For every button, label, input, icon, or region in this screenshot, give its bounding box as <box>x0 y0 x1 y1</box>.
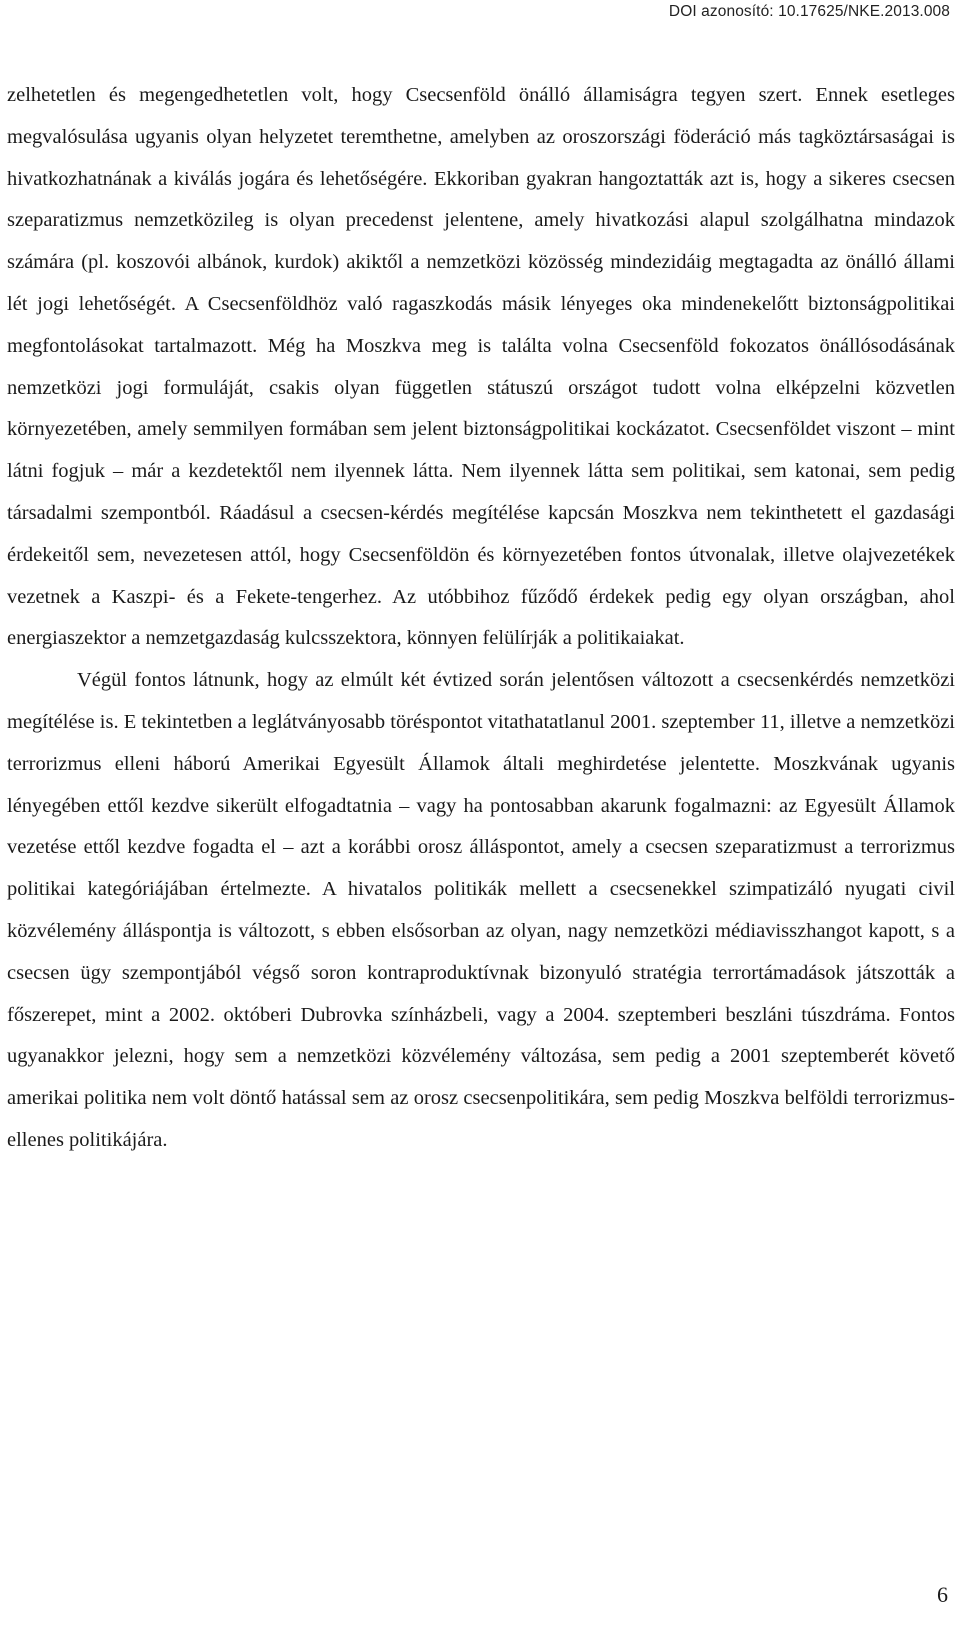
paragraph-2: Végül fontos látnunk, hogy az elmúlt két évtized során jelentősen változott a csecsenkérdés nemzetközi megítélése is. E tekintetben a leglátványosabb töréspontot vitathatatlanul 2001. szeptember 11, illetve a nemzetközi terrorizmus elleni háború Amerikai Egyesült Államok általi meghirdetése jelentette. Moszkvának ugyanis lényegében ettől kezdve sikerült elfogadtatnia – vagy ha pontosabban akarunk fogalmazni: az Egyesült Államok vezetése ettől kezdve fogadta el – azt a korábbi orosz álláspontot, amely a csecsen szeparatizmust a terrorizmus politikai kategóriájában értelmezte. A hivatalos politikák mellett a csecsenekkel szimpatizáló nyugati civil közvélemény álláspontja is változott, s ebben elsősorban az olyan, nagy nemzetközi médiavisszhangot kapott, s a csecsen ügy szempontjából végső soron kontraproduktívnak bizonyuló stratégia terrortámadások játszották a főszerepet, mint a 2002. októberi Dubrovka színházbeli, vagy a 2004. szeptemberi beszláni túszdráma. Fontos ugyanakkor jelezni, hogy sem a nemzetközi közvélemény változása, sem pedig a 2001 szeptemberét követő amerikai politika nem volt döntő hatással sem az orosz csecsenpolitikára, sem pedig Moszkva belföldi terrorizmus-ellenes politikájára. <box>7 669 955 1151</box>
doi-header: DOI azonosító: 10.17625/NKE.2013.008 <box>668 3 950 20</box>
document-body <box>7 75 955 1162</box>
paragraph-1: zelhetetlen és megengedhetetlen volt, hogy Csecsenföld önálló államiságra tegyen szert. Ennek esetleges megvalósulása ugyanis olyan helyzetet teremthetne, amelyben az oroszországi föderáció más tagköztársaságai is hivatkozhatnának a kiválás jogára és lehetőségére. Ekkoriban gyakran hangoztatták azt is, hogy a sikeres csecsen szeparatizmus nemzetközileg is olyan precedenst jelentene, amely hivatkozási alapul szolgálhatna mindazok számára (pl. koszovói albánok, kurdok) akiktől a nemzetközi közösség mindezidáig megtagadta az önálló állami lét jogi lehetőségét. A Csecsenföldhöz való ragaszkodás másik lényeges oka mindenekelőtt biztonságpolitikai megfontolásokat tartalmazott. Még ha Moszkva meg is találta volna Csecsenföld fokozatos önállósodásának nemzetközi jogi formuláját, csakis olyan független státuszú országot tudott volna elképzelni közvetlen környezetében, amely semmilyen formában sem jelent biztonságpolitikai kockázatot. Csecsenföldet viszont – mint látni fogjuk – már a kezdetektől nem ilyennek látta. Nem ilyennek látta sem politikai, sem katonai, sem pedig társadalmi szempontból. Ráadásul a csecsen-kérdés megítélése kapcsán Moszkva nem tekinthetett el gazdasági érdekeitől sem, nevezetesen attól, hogy Csecsenföldön és környezetében fontos útvonalak, illetve olajvezetékek vezetnek a Kaszpi- és a Fekete-tengerhez. Az utóbbihoz fűződő érdekek pedig egy olyan országban, ahol energiaszektor a nemzetgazdaság kulcsszektora, könnyen felülírják a politikaiakat. <box>7 84 955 650</box>
page-number: 6 <box>937 1582 948 1607</box>
